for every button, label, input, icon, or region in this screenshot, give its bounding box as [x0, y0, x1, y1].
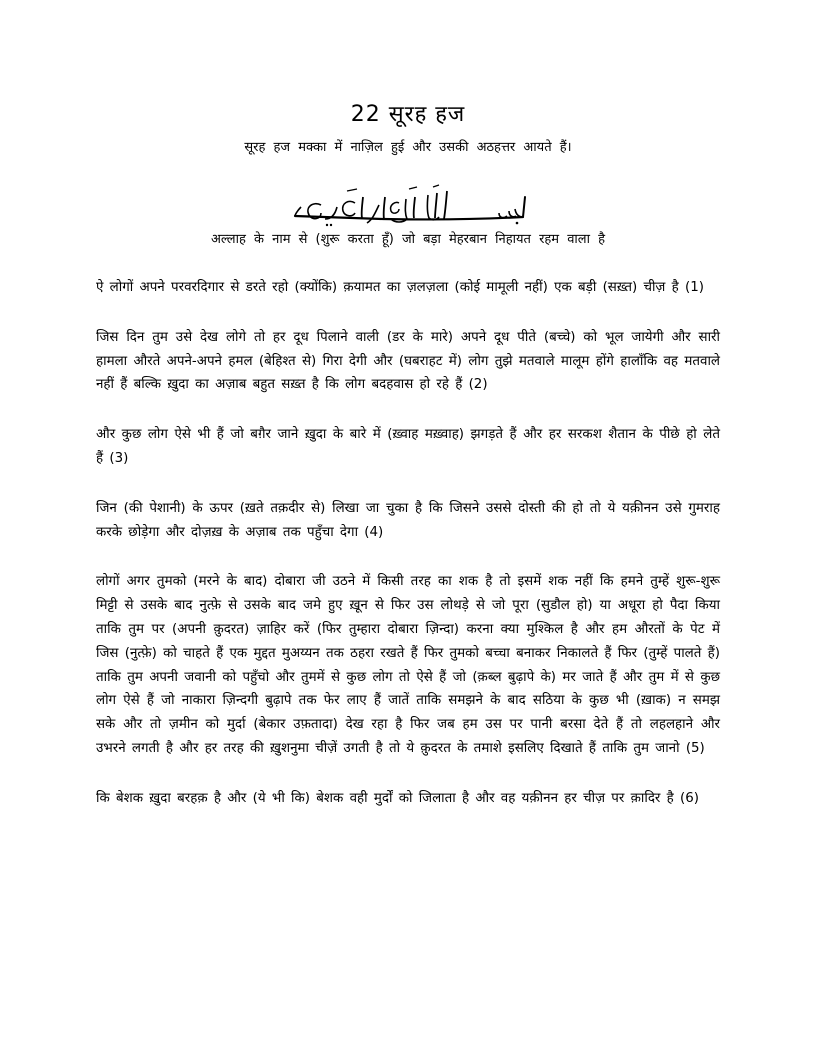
bismillah-translation: अल्लाह के नाम से (शुरू करता हूँ) जो बड़ा मेहरबान निहायत रहम वाला है [210, 232, 606, 247]
verse-5: लोगों अगर तुमको (मरने के बाद) दोबारा जी उठने में किसी तरह का शक है तो इसमें शक नहीं कि हमने तुम्हें शुरू-शुरू मिट्टी से उसके बाद नुत्फ़े से उसके बाद जमे हुए ख़ून से फिर उस लोथड़े से जो पूरा (सुडौल हो) या अधूरा हो पैदा किया ताकि तुम पर (अपनी क़ुदरत) ज़ाहिर करें (फिर तुम्हारा दोबारा ज़िन्दा) करना क्या मुश्किल है और हम औरतों के पेट में जिस (नुत्फ़े) को चाहते हैं एक मुद्दत मुअय्यन तक ठहरा रखते हैं फिर तुमको बच्चा बनाकर निकालते हैं फिर (तुम्हें पालते हैं) ताकि तुम अपनी जवानी को पहुँचो और तुममें से कुछ लोग तो ऐसे हैं जो (क़ब्ल बुढ़ापे के) मर जाते हैं और तुम में से कुछ लोग ऐसे हैं जो नाकारा ज़िन्दगी बुढ़ापे तक फेर लाए हैं जातें ताकि समझने के बाद सठिया के कुछ भी (ख़ाक) न समझ सके और तो ज़मीन को मुर्दा (बेकार उफ़तादा) देख रहा है फिर जब हम उस पर पानी बरसा देते हैं तो लहलहाने और उभरने लगती है और हर तरह की ख़ुशनुमा चीज़ें उगती है तो ये क़ुदरत के तमाशे इसलिए दिखाते हैं ताकि तुम जानो (5) [96, 574, 720, 756]
verse-3: और कुछ लोग ऐसे भी हैं जो बग़ैर जाने ख़ुदा के बारे में (ख़्वाह मख़्वाह) झगड़ते हैं और हर सरकश शैतान के पीछे हो लेते हैं (3) [96, 427, 720, 466]
bismillah-calligraphy [287, 183, 531, 227]
verse-4: जिन (की पेशानी) के ऊपर (ख़ते तक़दीर से) लिखा जा चुका है कि जिसने उससे दोस्ती की हो तो ये यक़ीनन उसे गुमराह करके छोड़ेगा और दोज़ख़ के अज़ाब तक पहुँचा देगा (4) [96, 500, 720, 540]
verse-1: ऐ लोगों अपने परवरदिगार से डरते रहो (क्योंकि) क़यामत का ज़लज़ला (कोई मामूली नहीं) एक बड़ी (सख़्त) चीज़ है (1) [96, 280, 704, 295]
surah-subtitle: सूरह हज मक्का में नाज़िल हुई और उसकी अठहत्तर आयते हैं। [244, 140, 572, 155]
verse-2: जिस दिन तुम उसे देख लोगे तो हर दूध पिलाने वाली (डर के मारे) अपने दूध पीते (बच्चे) को भूल जायेगी और सारी हामला औरते अपने-अपने हमल (बेहिश्त से) गिरा देगी और (घबराहट में) लोग तुझे मतवाले मालूम होंगे हालाँकि वह मतवाले नहीं हैं बल्कि ख़ुदा का अज़ाब बहुत सख़्त है कि लोग बदहवास हो रहे हैं (2) [96, 329, 720, 393]
page-title: 22 सूरह हज [350, 102, 466, 127]
verse-6: कि बेशक ख़ुदा बरहक़ है और (ये भी कि) बेशक वही मुर्दों को जिलाता है और वह यक़ीनन हर चीज़ पर क़ादिर है (6) [96, 790, 700, 806]
verse-list [96, 276, 720, 837]
